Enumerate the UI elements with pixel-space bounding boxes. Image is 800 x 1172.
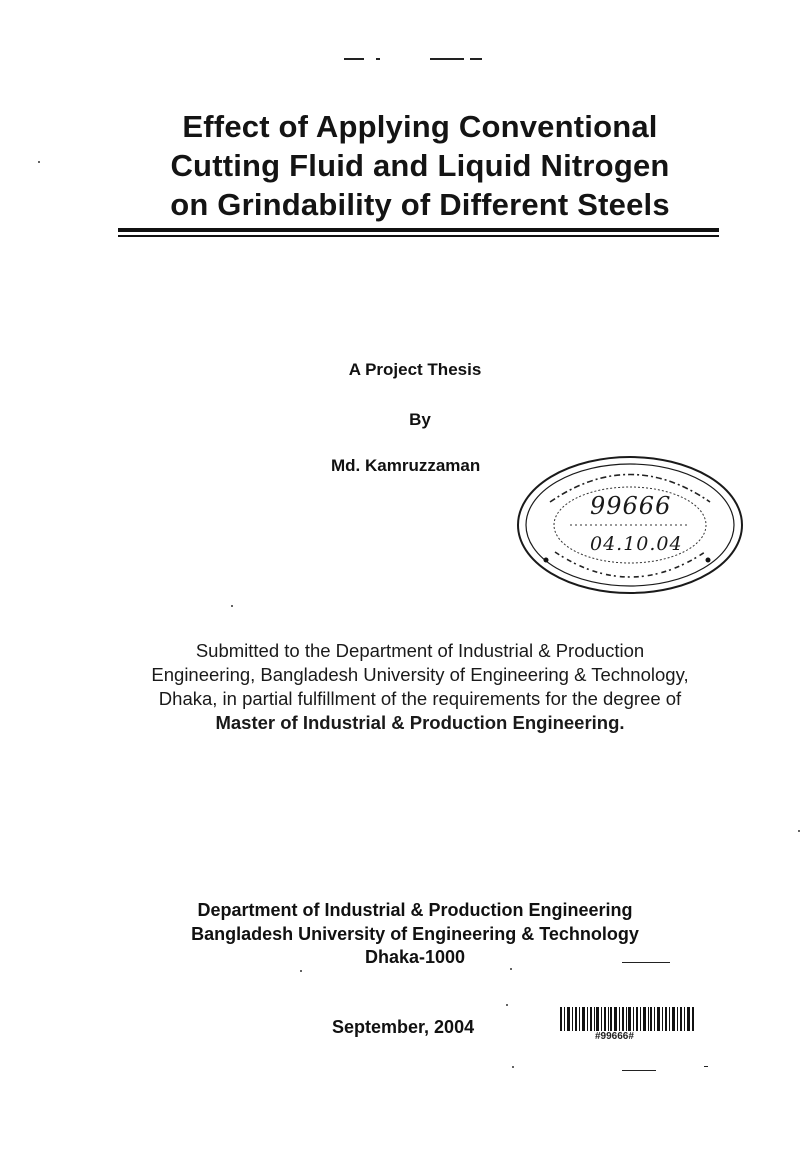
degree-name: Master of Industrial & Production Engineering. — [215, 712, 625, 733]
submission-date: September, 2004 — [332, 1017, 475, 1037]
title-line-3: on Grindability of Different Steels — [170, 187, 670, 222]
title-rule-thick — [118, 228, 719, 232]
stamp-date: 04.10.04 — [590, 533, 683, 555]
city-name: Dhaka-1000 — [364, 947, 466, 967]
author-name: Md. Kamruzzaman — [331, 456, 481, 475]
scan-mark — [376, 58, 380, 60]
barcode — [560, 1007, 694, 1031]
title-line-2: Cutting Fluid and Liquid Nitrogen — [170, 148, 670, 183]
thesis-type: A Project Thesis — [348, 360, 482, 379]
scan-speck — [231, 605, 233, 607]
scan-speck — [512, 1066, 514, 1068]
scan-speck — [300, 970, 302, 972]
department-name: Department of Industrial & Production Engineering — [197, 900, 633, 920]
submission-line-1: Submitted to the Department of Industrial & Production — [195, 640, 645, 661]
scan-mark — [622, 1070, 656, 1071]
scan-mark — [344, 58, 364, 60]
stamp-accession-number: 99666 — [590, 492, 672, 520]
submission-line-3: Dhaka, in partial fulfillment of the requirements for the degree of — [158, 688, 682, 709]
library-stamp — [510, 452, 750, 602]
scan-mark — [470, 58, 482, 60]
title-line-1: Effect of Applying Conventional — [182, 109, 658, 144]
by-label: By — [409, 410, 431, 429]
university-name: Bangladesh University of Engineering & Technology — [191, 924, 639, 944]
scan-mark — [430, 58, 464, 60]
barcode-number: #99666# — [595, 1031, 634, 1042]
submission-line-2: Engineering, Bangladesh University of Engineering & Technology, — [151, 664, 689, 685]
title-rule-thin — [118, 235, 719, 237]
scan-mark — [622, 962, 670, 963]
scan-speck — [506, 1004, 508, 1006]
scan-speck — [510, 968, 512, 970]
scan-speck — [38, 161, 40, 163]
scan-mark — [704, 1066, 708, 1067]
